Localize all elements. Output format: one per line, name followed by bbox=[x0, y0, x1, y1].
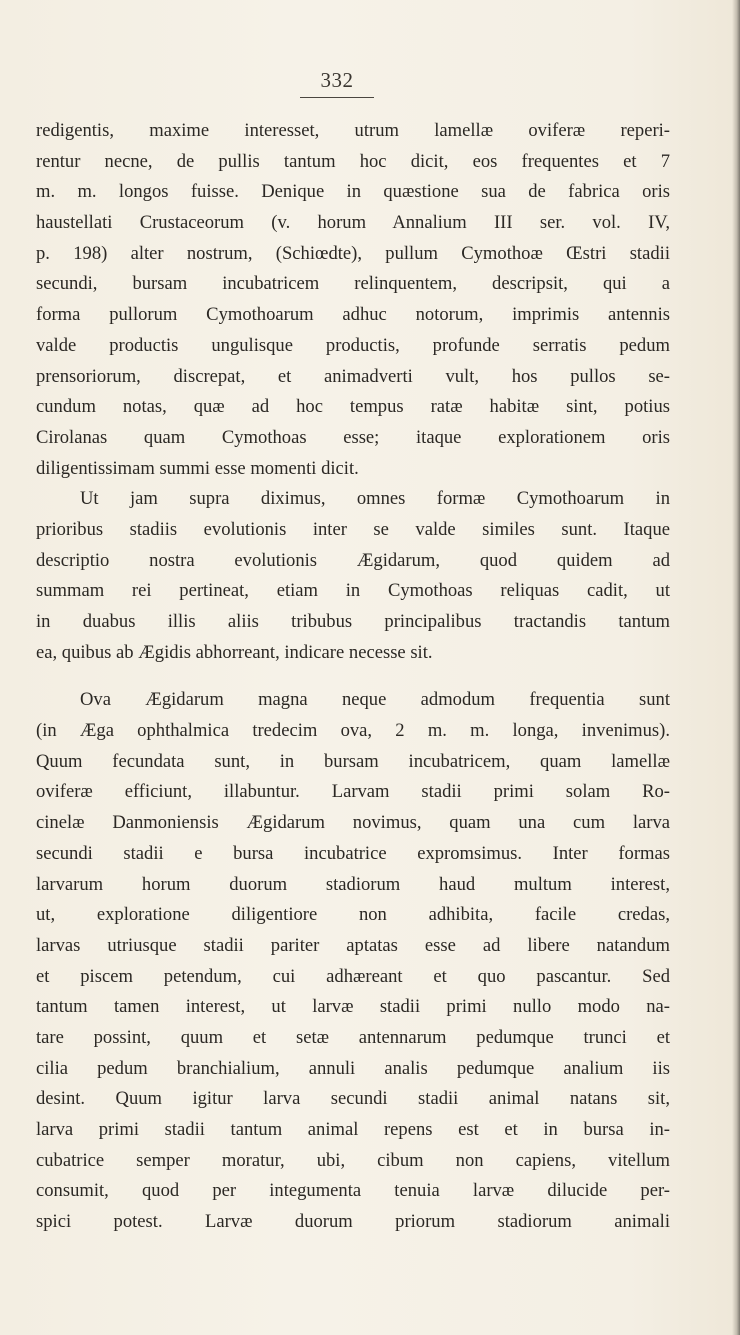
text-line: cubatrice semper moratur, ubi, cibum non capiens, vitellum bbox=[36, 1149, 670, 1171]
text-line: ea, quibus ab Ægidis abhorreant, indicare necesse sit. bbox=[36, 641, 433, 663]
page-number: 332 bbox=[320, 68, 354, 92]
text-line: consumit, quod per integumenta tenuia larvæ dilucide per- bbox=[36, 1180, 670, 1202]
text-line: secundi stadii e bursa incubatrice expromsimus. Inter formas bbox=[36, 842, 670, 864]
text-line: spici potest. Larvæ duorum priorum stadiorum animali bbox=[36, 1211, 670, 1233]
text-line: in duabus illis aliis tribubus principalibus tractandis tantum bbox=[36, 611, 670, 632]
text-line: summam rei pertineat, etiam in Cymothoas reliquas cadit, ut bbox=[36, 580, 670, 602]
text-line: m. m. longos fuisse. Denique in quæstione sua de fabrica oris bbox=[36, 181, 670, 203]
page-number-rule bbox=[300, 97, 374, 98]
text-line: prioribus stadiis evolutionis inter se valde similes sunt. Itaque bbox=[36, 518, 670, 540]
text-line: larvas utriusque stadii pariter aptatas esse ad libere natandum bbox=[36, 934, 670, 956]
text-line: prensoriorum, discrepat, et animadverti vult, hos pullos se- bbox=[36, 365, 670, 387]
text-line: cundum notas, quæ ad hoc tempus ratæ habitæ sint, potius bbox=[36, 396, 670, 418]
text-line: rentur necne, de pullis tantum hoc dicit, eos frequentes et 7 bbox=[36, 150, 670, 172]
text-line: tantum tamen interest, ut larvæ stadii primi nullo modo na- bbox=[36, 996, 670, 1018]
text-line: ut, exploratione diligentiore non adhibita, facile credas, bbox=[36, 904, 670, 926]
text-line: haustellati Crustaceorum (v. horum Annalium III ser. vol. IV, bbox=[36, 212, 670, 234]
paragraph-2 bbox=[36, 484, 670, 668]
text-line: tare possint, quum et setæ antennarum pedumque trunci et bbox=[36, 1026, 670, 1048]
text-line: secundi, bursam incubatricem relinquentem, descripsit, qui a bbox=[36, 273, 670, 295]
text-line: diligentissimam summi esse momenti dicit. bbox=[36, 457, 359, 479]
body-text bbox=[36, 116, 670, 1238]
text-line: valde productis ungulisque productis, profunde serratis pedum bbox=[36, 334, 670, 356]
paragraph-1 bbox=[36, 116, 670, 484]
text-line: larva primi stadii tantum animal repens est et in bursa in- bbox=[36, 1119, 670, 1140]
paragraph-3 bbox=[36, 685, 670, 1237]
paragraph-gap bbox=[36, 668, 670, 685]
text-line: forma pullorum Cymothoarum adhuc notorum, imprimis antennis bbox=[36, 304, 670, 326]
text-line: p. 198) alter nostrum, (Schiœdte), pullum Cymothoæ Œstri stadii bbox=[36, 242, 670, 264]
page-edge-shadow bbox=[732, 0, 740, 1335]
text-line: et piscem petendum, cui adhæreant et quo pascantur. Sed bbox=[36, 965, 670, 987]
text-line: (in Æga ophthalmica tredecim ova, 2 m. m. longa, invenimus). bbox=[36, 720, 670, 742]
text-line: Ova Ægidarum magna neque admodum frequentia sunt bbox=[80, 689, 670, 711]
text-line: desint. Quum igitur larva secundi stadii animal natans sit, bbox=[36, 1088, 670, 1110]
text-line: cinelæ Danmoniensis Ægidarum novimus, quam una cum larva bbox=[36, 812, 670, 834]
text-line: Ut jam supra diximus, omnes formæ Cymothoarum in bbox=[80, 488, 670, 510]
text-line: descriptio nostra evolutionis Ægidarum, quod quidem ad bbox=[36, 549, 670, 571]
text-line: oviferæ efficiunt, illabuntur. Larvam stadii primi solam Ro- bbox=[36, 781, 670, 803]
text-line: redigentis, maxime interesset, utrum lamellæ oviferæ reperi- bbox=[36, 120, 670, 141]
text-line: cilia pedum branchialium, annuli analis pedumque analium iis bbox=[36, 1057, 670, 1079]
text-line: larvarum horum duorum stadiorum haud multum interest, bbox=[36, 873, 670, 895]
text-line: Quum fecundata sunt, in bursam incubatricem, quam lamellæ bbox=[36, 750, 670, 772]
text-line: Cirolanas quam Cymothoas esse; itaque explorationem oris bbox=[36, 426, 670, 448]
